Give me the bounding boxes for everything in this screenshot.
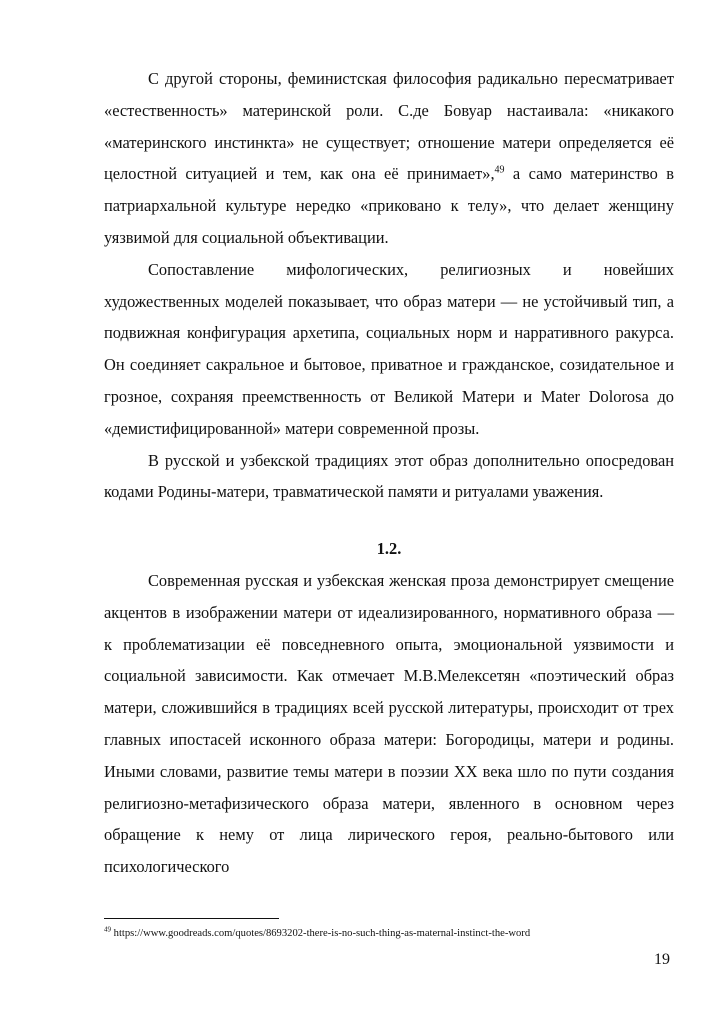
paragraph-text: а само материнство в патриархальной культуре нередко «приковано к телу», что делает женщину уязвимой для социальной объективации. bbox=[104, 164, 674, 247]
footnote-link[interactable]: https://www.goodreads.com/quotes/8693202-there-is-no-such-thing-as-maternal-instinct-the-word bbox=[111, 928, 531, 939]
paragraph-feminist-philosophy bbox=[104, 63, 674, 254]
footnote-reference[interactable]: 49 bbox=[494, 164, 505, 176]
footnote bbox=[104, 927, 530, 941]
paragraph-text: С другой стороны, феминистская философия радикально пересматривает «естественность» материнской роли. С.де Бовуар настаивала: «никакого «материнского инстинкта» не существует; отношение матери определяется её целостной ситуацией и тем, как она её принимает», bbox=[104, 69, 674, 184]
section-heading: 1.2. bbox=[376, 539, 402, 559]
footnote-divider bbox=[104, 918, 279, 919]
page-body bbox=[104, 63, 674, 883]
page-number: 19 bbox=[654, 951, 670, 968]
paragraph-traditions: В русской и узбекской традициях этот образ дополнительно опосредован кодами Родины-матери, травматической памяти и ритуалами уважения. bbox=[104, 450, 674, 502]
paragraph-womens-prose: Современная русская и узбекская женская проза демонстрирует смещение акцентов в изображении матери от идеализированного, нормативного образа — к проблематизации её повседневного опыта, эмоциональной уязвимости и социальной зависимости. Как отмечает М.В.Мелексетян «поэтический образ матери, сложившийся в традициях всей русской литературы, происходит от трех главных ипостасей исконного образа матери: Богородицы, матери и родины. Иными словами, развитие темы матери в поэзии XX века шло по пути создания религиозно-метафизического образа матери, явленного в основном через обращение к нему от лица лирического героя, реально-бытового или психологического bbox=[104, 570, 674, 877]
footnote-number: 49 bbox=[104, 925, 111, 934]
paragraph-comparison: Сопоставление мифологических, религиозных и новейших художественных моделей показывает, что образ матери — не устойчивый тип, а подвижная конфигурация архетипа, социальных норм и нарративного ракурса. Он соединяет сакральное и бытовое, приватное и гражданское, созидательное и грозное, сохраняя преемственность от Великой Матери и Mater Dolorosa до «демистифицированной» матери современной прозы. bbox=[104, 259, 674, 438]
